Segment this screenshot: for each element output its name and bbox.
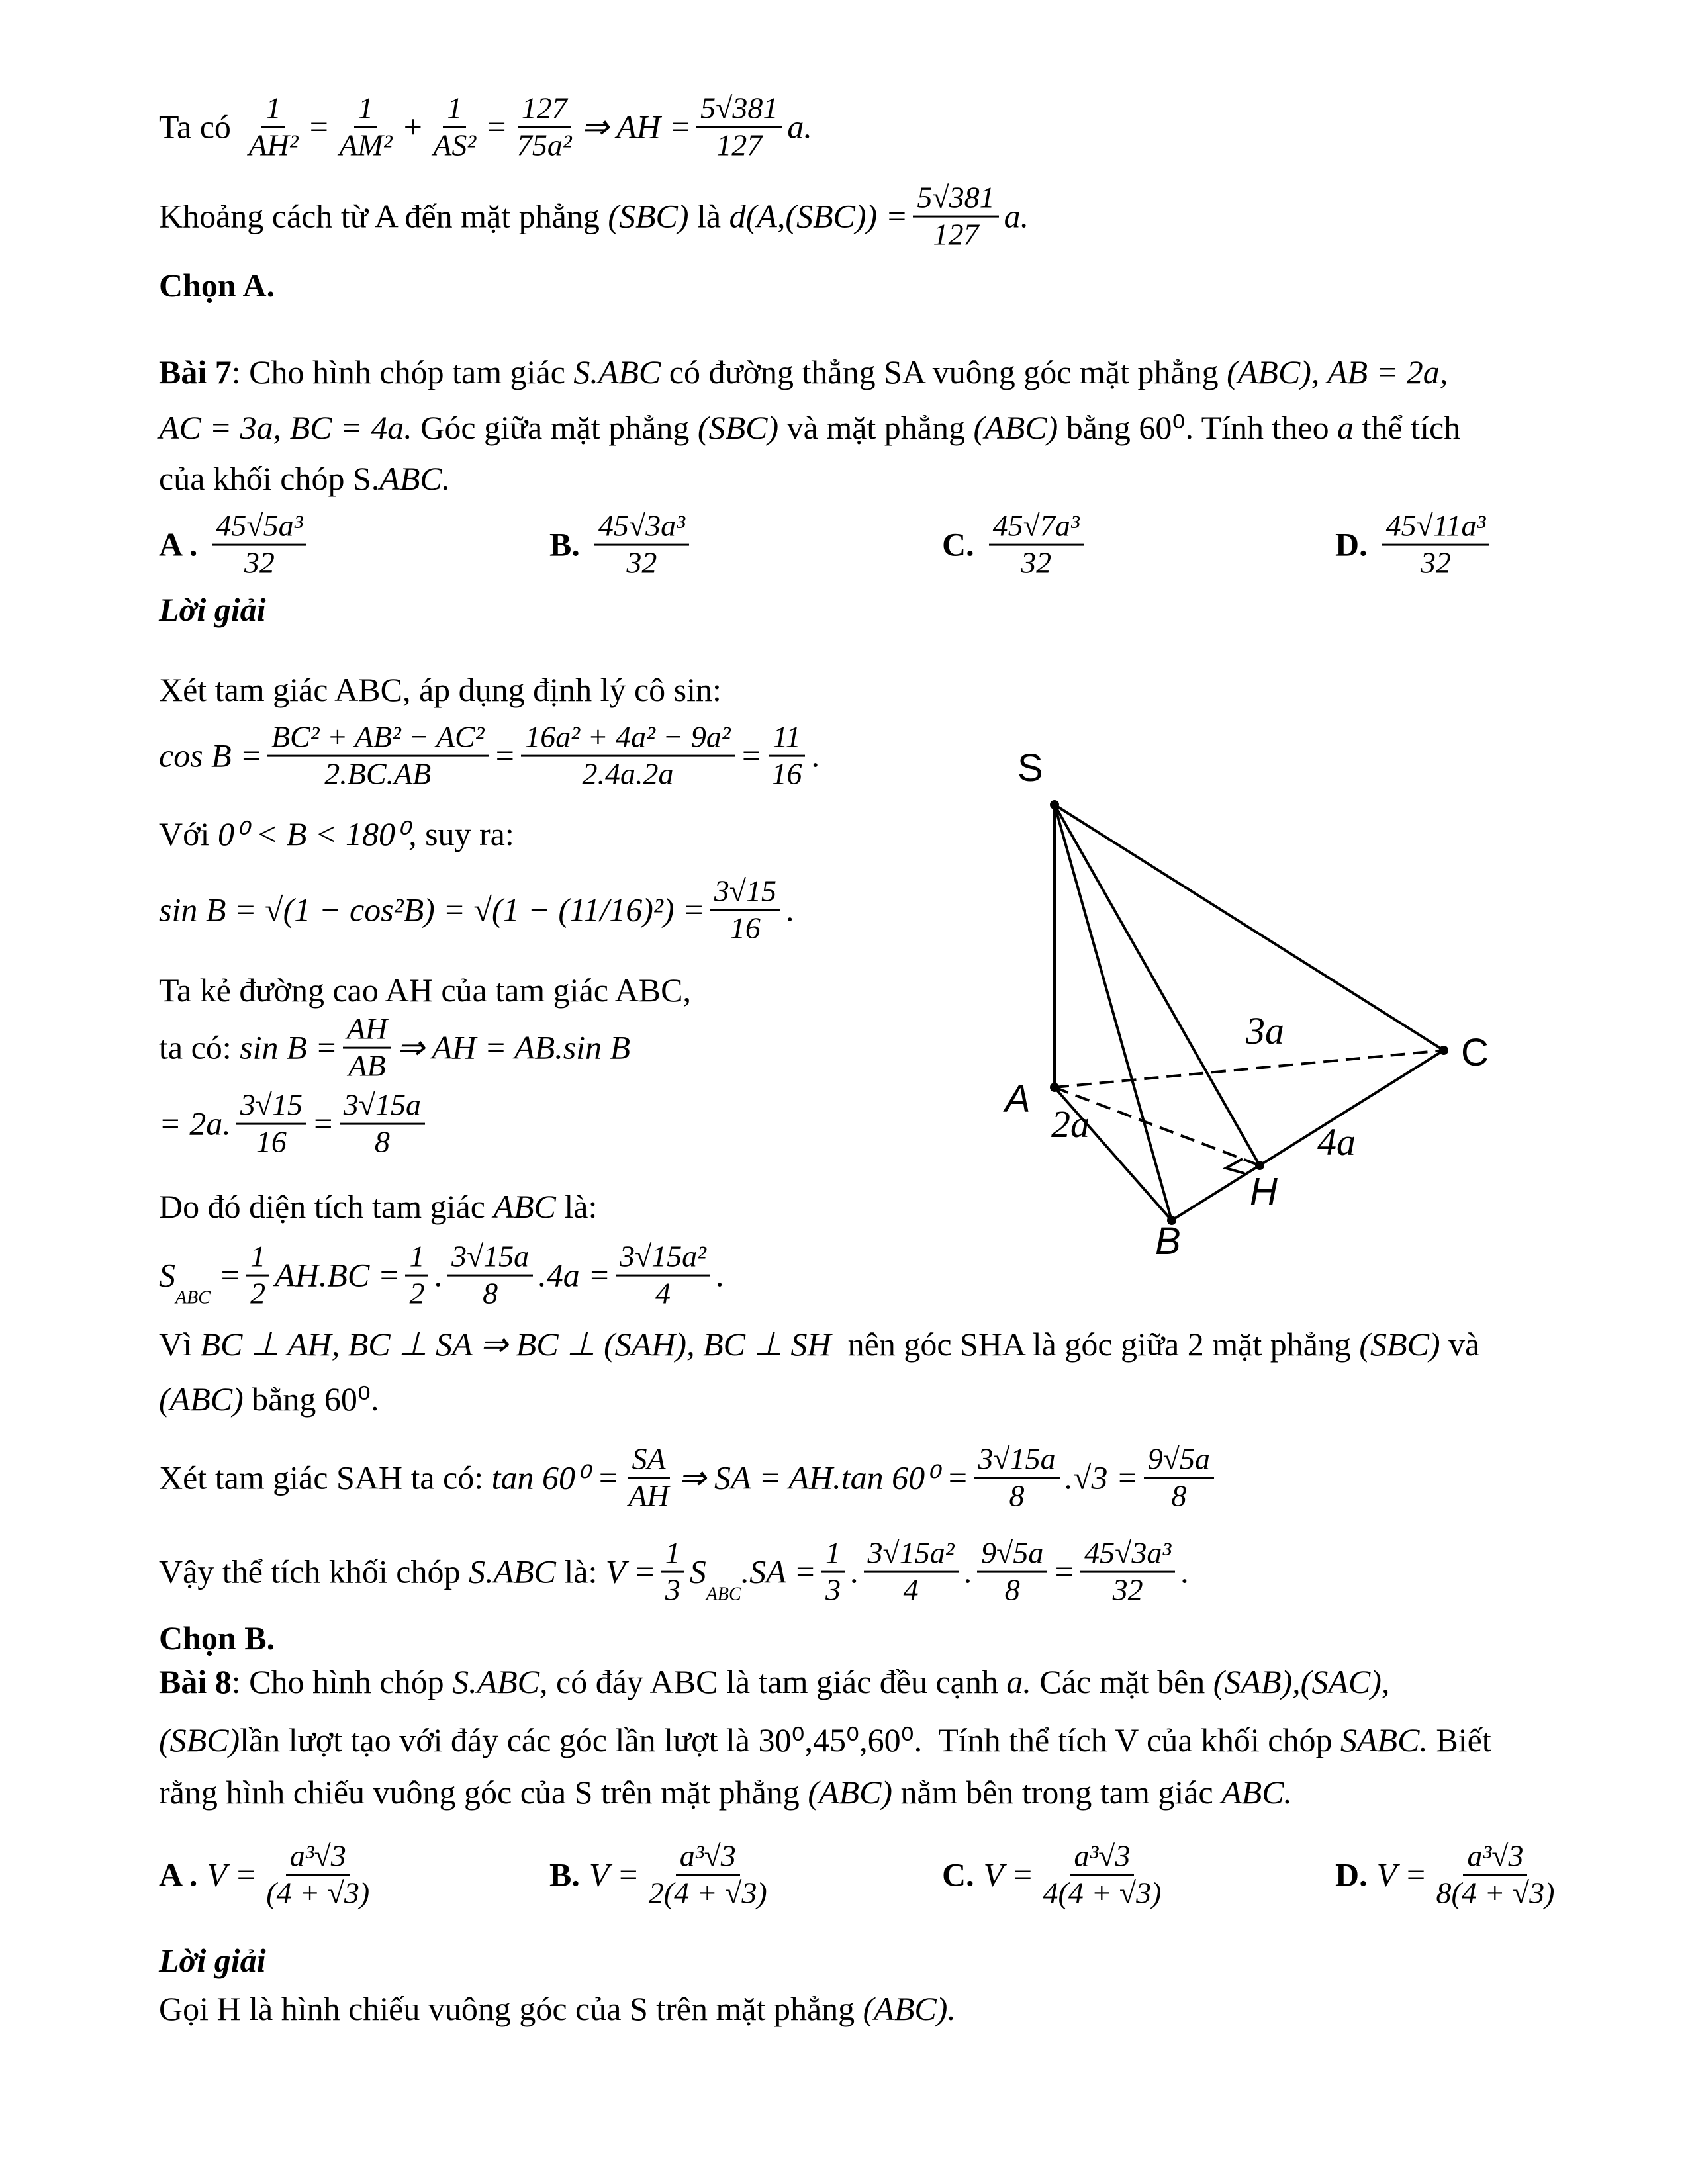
heading-text: Lời giải xyxy=(159,1942,266,1979)
math-expression: = xyxy=(739,737,763,774)
heading-text: Chọn B. xyxy=(159,1619,275,1657)
denominator: 4 xyxy=(655,1276,671,1310)
numerator: a³√3 xyxy=(1070,1839,1134,1876)
denominator: 8 xyxy=(1004,1572,1020,1607)
text: nên góc SHA là góc giữa 2 mặt phẳng xyxy=(831,1326,1360,1363)
option-label: A . xyxy=(159,526,198,563)
text: Xét tam giác SAH ta có: xyxy=(159,1459,492,1496)
math-expression: (SBC) xyxy=(608,198,689,235)
heading-text: Chọn A. xyxy=(159,267,275,304)
option-label: D. xyxy=(1335,1856,1368,1893)
math-expression: ABC. xyxy=(1221,1774,1293,1811)
denominator: AH² xyxy=(248,128,299,162)
numerator: 3√15a xyxy=(974,1442,1059,1479)
math-expression: = xyxy=(312,1105,334,1142)
numerator: 5√381 xyxy=(696,91,782,128)
label-AB: 2a xyxy=(1051,1103,1090,1146)
text: . xyxy=(963,1553,972,1590)
option-label: C. xyxy=(942,526,974,563)
numerator: a³√3 xyxy=(676,1839,740,1876)
math-expression: (SBC) xyxy=(1359,1326,1440,1363)
denominator: 16 xyxy=(771,756,802,791)
math-expression: d(A,(SBC)) = xyxy=(729,198,908,235)
denominator: 3 xyxy=(825,1572,841,1607)
numerator: 45√5a³ xyxy=(212,509,306,546)
numerator: 1 xyxy=(443,91,466,128)
text: Ta có xyxy=(159,109,240,146)
numerator: 45√3a³ xyxy=(594,509,689,546)
denominator: 16 xyxy=(256,1124,287,1159)
denominator: (4 + √3) xyxy=(266,1876,370,1910)
denominator: 3 xyxy=(665,1572,680,1607)
numerator: 5√381 xyxy=(913,181,998,218)
numerator: 9√5a xyxy=(1144,1442,1214,1479)
text: bằng 60⁰. Tính theo xyxy=(1058,409,1338,446)
math-expression: SABC. xyxy=(1340,1721,1428,1758)
numerator: 3√15a² xyxy=(616,1240,710,1277)
math-expression: (SBC) xyxy=(697,409,779,446)
label-S: S xyxy=(1017,747,1043,790)
numerator: 11 xyxy=(769,720,805,757)
denominator: AS² xyxy=(433,128,477,162)
text: : Cho hình chóp tam giác xyxy=(231,353,574,390)
math-expression: ABC xyxy=(175,1287,211,1308)
heading-text: Bài 7 xyxy=(159,353,232,390)
label-H: H xyxy=(1250,1170,1278,1213)
text: . xyxy=(785,891,794,929)
denominator: 32 xyxy=(626,545,657,580)
math-expression: = xyxy=(1053,1553,1076,1590)
math-expression: S xyxy=(159,1257,175,1294)
denominator: AH xyxy=(628,1479,669,1513)
math-expression: V = xyxy=(207,1856,258,1893)
math-expression: (SAB),(SAC), xyxy=(1213,1663,1390,1700)
math-expression: a. xyxy=(1004,198,1029,235)
math-expression: .4a = xyxy=(538,1257,610,1294)
numerator: 45√3a³ xyxy=(1080,1536,1175,1573)
label-AC: 3a xyxy=(1246,1009,1284,1052)
math-expression: + xyxy=(401,109,424,146)
denominator: 75a² xyxy=(516,128,572,162)
denominator: AB xyxy=(348,1048,386,1083)
math-expression: a. xyxy=(787,109,812,146)
option-label: B. xyxy=(549,1856,580,1893)
denominator: 2 xyxy=(409,1276,425,1310)
heading-text: Lời giải xyxy=(159,591,266,628)
denominator: 2.BC.AB xyxy=(324,756,432,791)
option-label: A . xyxy=(159,1856,198,1893)
option-label: B. xyxy=(549,526,580,563)
text: Khoảng cách từ A đến mặt phẳng xyxy=(159,198,608,235)
denominator: 32 xyxy=(1420,545,1451,580)
numerator: AH xyxy=(343,1012,391,1049)
text: có đường thẳng SA vuông góc mặt phẳng xyxy=(661,353,1227,390)
math-expression: a. xyxy=(1006,1663,1031,1700)
text: là: xyxy=(555,1188,598,1225)
numerator: SA xyxy=(628,1442,669,1479)
math-expression: (ABC) xyxy=(973,409,1058,446)
math-expression: sin B = √(1 − cos²B) = √(1 − (11/16)²) = xyxy=(159,891,705,929)
math-expression: V = xyxy=(1376,1856,1427,1893)
text: . xyxy=(811,737,820,774)
numerator: 45√11a³ xyxy=(1382,509,1490,546)
text: rằng hình chiếu vuông góc của S trên mặt phẳng xyxy=(159,1774,808,1811)
math-expression: cos B = xyxy=(159,737,262,774)
math-expression: ABC. xyxy=(379,460,451,497)
numerator: 127 xyxy=(518,91,571,128)
right-angle-mark xyxy=(1226,1159,1244,1173)
math-expression: = xyxy=(493,737,516,774)
point-C xyxy=(1439,1046,1448,1055)
numerator: 3√15 xyxy=(710,874,780,911)
math-expression: ⇒ SA = AH.tan 60⁰ = xyxy=(678,1459,969,1496)
text: . xyxy=(1180,1553,1189,1590)
point-S xyxy=(1050,800,1059,809)
text: thể tích xyxy=(1354,409,1461,446)
point-A xyxy=(1050,1083,1059,1092)
numerator: 45√7a³ xyxy=(989,509,1084,546)
denominator: 2(4 + √3) xyxy=(648,1876,767,1910)
math-expression: (ABC) xyxy=(808,1774,893,1811)
text: lần lượt tạo với đáy các góc lần lượt là 30⁰,45⁰,60⁰. Tính thể tích V của khối chóp xyxy=(240,1721,1340,1758)
text: Xét tam giác ABC, áp dụng định lý cô sin: xyxy=(159,671,722,708)
denominator: 8(4 + √3) xyxy=(1436,1876,1555,1910)
text: nằm bên trong tam giác xyxy=(892,1774,1222,1811)
denominator: 8 xyxy=(1171,1479,1187,1513)
math-expression: (ABC). xyxy=(863,1990,956,2027)
option-label: D. xyxy=(1335,526,1368,563)
text: . xyxy=(434,1257,442,1294)
text: Biết xyxy=(1427,1721,1491,1758)
math-expression: (ABC) xyxy=(159,1381,244,1418)
denominator: 4(4 + √3) xyxy=(1043,1876,1162,1910)
math-expression: S.ABC xyxy=(468,1553,556,1590)
numerator: 1 xyxy=(261,91,285,128)
text: Góc giữa mặt phẳng xyxy=(412,409,698,446)
numerator: 1 xyxy=(661,1536,684,1573)
math-expression: S xyxy=(689,1553,706,1590)
numerator: 1 xyxy=(354,91,377,128)
math-expression: ABC xyxy=(493,1188,556,1225)
denominator: 8 xyxy=(483,1276,498,1310)
numerator: BC² + AB² − AC² xyxy=(267,720,489,757)
text: của khối chóp S. xyxy=(159,460,380,497)
math-expression: = xyxy=(485,109,508,146)
denominator: 32 xyxy=(1112,1572,1143,1607)
numerator: 3√15a² xyxy=(864,1536,959,1573)
text: suy ra: xyxy=(416,815,514,852)
denominator: AM² xyxy=(339,128,393,162)
math-expression: = 2a. xyxy=(159,1105,231,1142)
edge-AC-hidden xyxy=(1055,1050,1444,1087)
math-expression: AC = 3a, BC = 4a. xyxy=(159,409,412,446)
text: Do đó diện tích tam giác xyxy=(159,1188,494,1225)
label-A: A xyxy=(1005,1077,1031,1120)
math-expression: (SBC) xyxy=(159,1721,240,1758)
math-expression: ⇒ AH = xyxy=(581,109,692,146)
denominator: 8 xyxy=(374,1124,390,1159)
text: là xyxy=(688,198,729,235)
text: . xyxy=(850,1553,859,1590)
denominator: 16 xyxy=(729,911,761,945)
text: bằng 60⁰. xyxy=(243,1381,379,1418)
text: có đáy ABC là tam giác đều cạnh xyxy=(547,1663,1007,1700)
numerator: 3√15a xyxy=(340,1088,425,1125)
numerator: 1 xyxy=(821,1536,845,1573)
math-expression: .√3 = xyxy=(1064,1459,1139,1496)
denominator: 127 xyxy=(933,217,979,251)
numerator: 3√15 xyxy=(236,1088,306,1125)
numerator: a³√3 xyxy=(1463,1839,1527,1876)
denominator: 2 xyxy=(250,1276,266,1310)
math-expression: BC ⊥ AH, BC ⊥ SA ⇒ BC ⊥ (SAH), BC ⊥ SH xyxy=(200,1326,831,1363)
math-expression: V = xyxy=(983,1856,1034,1893)
label-B: B xyxy=(1155,1220,1181,1263)
text: Vậy thể tích khối chóp xyxy=(159,1553,469,1590)
label-BC: 4a xyxy=(1317,1120,1356,1163)
option-label: C. xyxy=(942,1856,974,1893)
text: Gọi H là hình chiếu vuông góc của S trên mặt phẳng xyxy=(159,1990,863,2027)
text: Các mặt bên xyxy=(1031,1663,1213,1700)
denominator: 4 xyxy=(903,1572,919,1607)
math-expression: ⇒ AH = AB.sin B xyxy=(397,1029,631,1066)
numerator: 16a² + 4a² − 9a² xyxy=(521,720,734,757)
text: Ta kẻ đường cao AH của tam giác ABC, xyxy=(159,972,692,1009)
math-expression: AH.BC = xyxy=(275,1257,400,1294)
denominator: 32 xyxy=(1021,545,1052,580)
label-C: C xyxy=(1461,1031,1489,1074)
text: Vì xyxy=(159,1326,201,1363)
numerator: 9√5a xyxy=(977,1536,1047,1573)
math-expression: V = xyxy=(605,1553,656,1590)
text: : Cho hình chóp xyxy=(231,1663,453,1700)
denominator: 32 xyxy=(244,545,275,580)
text: và mặt phẳng xyxy=(778,409,974,446)
point-H xyxy=(1255,1161,1264,1170)
math-expression: V = xyxy=(588,1856,639,1893)
text: . xyxy=(715,1257,724,1294)
math-expression: ABC xyxy=(706,1584,741,1605)
denominator: 127 xyxy=(716,128,763,162)
numerator: 1 xyxy=(405,1240,428,1277)
math-expression: 0⁰ < B < 180⁰, xyxy=(217,815,417,852)
math-expression: sin B = xyxy=(240,1029,338,1066)
heading-text: Bài 8 xyxy=(159,1663,232,1700)
numerator: 1 xyxy=(246,1240,269,1277)
text: và xyxy=(1440,1326,1480,1363)
edge-BC xyxy=(1172,1050,1444,1220)
math-expression: a xyxy=(1337,409,1354,446)
numerator: 3√15a xyxy=(447,1240,533,1277)
math-expression: tan 60⁰ = xyxy=(491,1459,620,1496)
math-expression: = xyxy=(307,109,330,146)
denominator: 2.4a.2a xyxy=(582,756,674,791)
math-expression: S.ABC, xyxy=(452,1663,548,1700)
numerator: a³√3 xyxy=(286,1839,350,1876)
math-expression: S.ABC xyxy=(573,353,661,390)
math-expression: (ABC), AB = 2a, xyxy=(1227,353,1448,390)
text: là: xyxy=(555,1553,606,1590)
text: Với xyxy=(159,815,218,852)
math-expression: = xyxy=(210,1257,242,1294)
text: ta có: xyxy=(159,1029,240,1066)
math-expression: .SA = xyxy=(741,1553,817,1590)
denominator: 8 xyxy=(1009,1479,1025,1513)
